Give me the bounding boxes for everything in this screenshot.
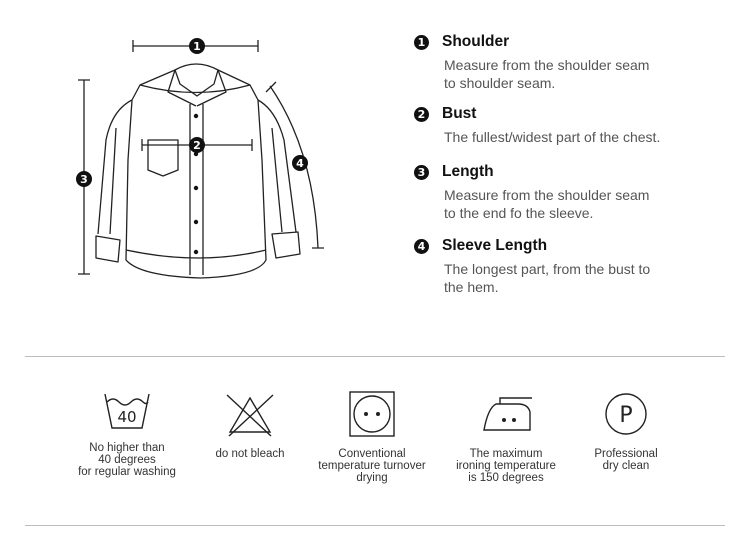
care-label: do not bleach [215,448,285,460]
measurement-bust [414,104,714,146]
care-label: The maximum ironing temperature is 150 degrees [456,448,556,484]
bottom-divider [25,525,725,526]
number-badge: 2 [414,107,429,122]
measurement-description: The fullest/widest part of the chest. [444,129,661,145]
measurement-title: Length [442,163,494,180]
measurement-description: Measure from the shoulder seam to shoulder seam. [444,57,650,91]
wash-40-icon [102,390,152,432]
measurement-length [414,162,714,222]
top-divider [25,356,725,357]
measurement-sleeve-length [414,236,714,296]
measurement-description: Measure from the shoulder seam to the end fo the sleeve. [444,187,650,221]
dry-clean-icon [602,390,650,438]
shirt-measurement-diagram [0,0,380,330]
marker-4-label: 4 [296,157,304,170]
care-item-bleach [180,390,320,460]
no-bleach-icon [224,390,276,438]
care-item-washing [57,390,197,478]
measurement-title: Bust [442,105,477,122]
svg-text:P: P [619,403,633,428]
number-badge: 1 [414,35,429,50]
measurement-shoulder [414,32,714,92]
marker-2-label: 2 [193,139,201,152]
care-item-dry-clean [556,390,696,472]
svg-text:40: 40 [117,408,137,426]
measurement-description: The longest part, from the bust to the hem. [444,261,651,295]
tumble-dry-icon [348,390,396,438]
measurement-title: Sleeve Length [442,237,548,254]
marker-1-label: 1 [193,40,201,53]
iron-icon [478,390,534,438]
measurement-title: Shoulder [442,33,510,50]
care-label: Professional dry clean [594,448,658,472]
number-badge: 4 [414,239,429,254]
marker-3-label: 3 [80,173,88,186]
care-label: No higher than 40 degrees for regular washing [78,442,176,478]
care-label: Conventional temperature turnover drying [318,448,426,484]
number-badge: 3 [414,165,429,180]
care-item-ironing [436,390,576,484]
care-item-drying [302,390,442,484]
